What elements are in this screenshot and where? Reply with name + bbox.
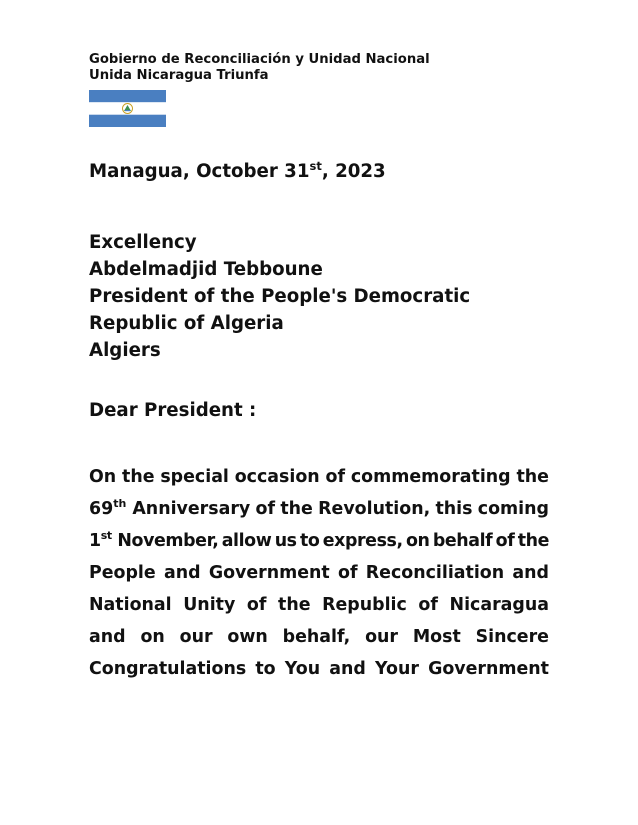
body-word: Nicaragua	[449, 595, 549, 615]
body-word: 69th Anniversary	[89, 497, 251, 519]
recipient-title-line2: Republic of Algeria	[89, 313, 284, 334]
body-word: occasion	[234, 467, 320, 487]
recipient-name: Abdelmadjid Tebboune	[89, 259, 323, 280]
body-word: of	[418, 595, 438, 615]
body-word: of	[246, 595, 267, 615]
body-line	[89, 461, 549, 493]
salutation: Dear President :	[89, 400, 257, 421]
body-word: our	[179, 627, 213, 647]
ordinal-suffix: th	[113, 497, 127, 510]
body-word: of	[255, 499, 276, 519]
body-word: People	[89, 563, 156, 583]
body-word: us	[274, 531, 297, 551]
letterhead	[89, 52, 430, 84]
body-word: allow	[221, 531, 272, 551]
date-ordinal: st	[309, 159, 322, 173]
body-word: the	[122, 467, 155, 487]
body-word: of	[325, 467, 346, 487]
body-word: express,	[322, 531, 403, 551]
body-word: coming	[477, 499, 549, 519]
body-line	[89, 589, 549, 621]
body-word: Government	[428, 659, 549, 679]
recipient-city: Algiers	[89, 340, 161, 361]
body-word: Reconciliation	[365, 563, 505, 583]
recipient-title-line1: President of the People's Democratic	[89, 286, 471, 307]
body-word: special	[160, 467, 229, 487]
body-word: Congratulations	[89, 659, 247, 679]
body-line	[89, 493, 549, 525]
recipient-block	[89, 229, 470, 364]
body-word: Your	[375, 659, 419, 679]
body-word: commemorating	[350, 467, 511, 487]
body-word: You	[284, 659, 321, 679]
body-word: and	[163, 563, 201, 583]
recipient-honorific: Excellency	[89, 232, 197, 253]
body-line	[89, 525, 549, 557]
body-word: our	[365, 627, 398, 647]
body-line	[89, 653, 549, 685]
letterhead-slogan: Unida Nicaragua Triunfa	[89, 68, 269, 83]
body-word: on	[406, 531, 430, 551]
body-word: the	[517, 531, 549, 551]
body-word: to	[299, 531, 320, 551]
letter-date: Managua, October 31st, 2023	[89, 159, 386, 182]
body-word: Government	[208, 563, 330, 583]
body-word: and	[329, 659, 366, 679]
body-line	[89, 621, 549, 653]
body-line	[89, 557, 549, 589]
body-word: behalf,	[282, 627, 351, 647]
letter-body	[89, 461, 549, 685]
letterhead-government-name: Gobierno de Reconciliación y Unidad Nacional	[89, 52, 430, 67]
body-word: and	[89, 627, 126, 647]
body-word: On	[89, 467, 117, 487]
body-word: Unity	[183, 595, 236, 615]
body-word: Sincere	[475, 627, 549, 647]
body-word: the	[280, 499, 313, 519]
body-word: to	[255, 659, 276, 679]
nicaragua-flag-icon	[89, 90, 166, 127]
body-word: own	[227, 627, 268, 647]
body-word: National	[89, 595, 172, 615]
body-word: of	[495, 531, 515, 551]
body-word: the	[278, 595, 311, 615]
body-word: this	[435, 499, 473, 519]
body-word: Most	[412, 627, 461, 647]
body-word: and	[512, 563, 549, 583]
body-word: Republic	[322, 595, 407, 615]
body-word: Revolution,	[318, 499, 431, 519]
body-word: behalf	[432, 531, 493, 551]
body-word: on	[140, 627, 165, 647]
body-word: of	[338, 563, 358, 583]
body-word: 1st November,	[89, 529, 219, 551]
ordinal-suffix: st	[100, 529, 112, 542]
body-word: the	[516, 467, 549, 487]
